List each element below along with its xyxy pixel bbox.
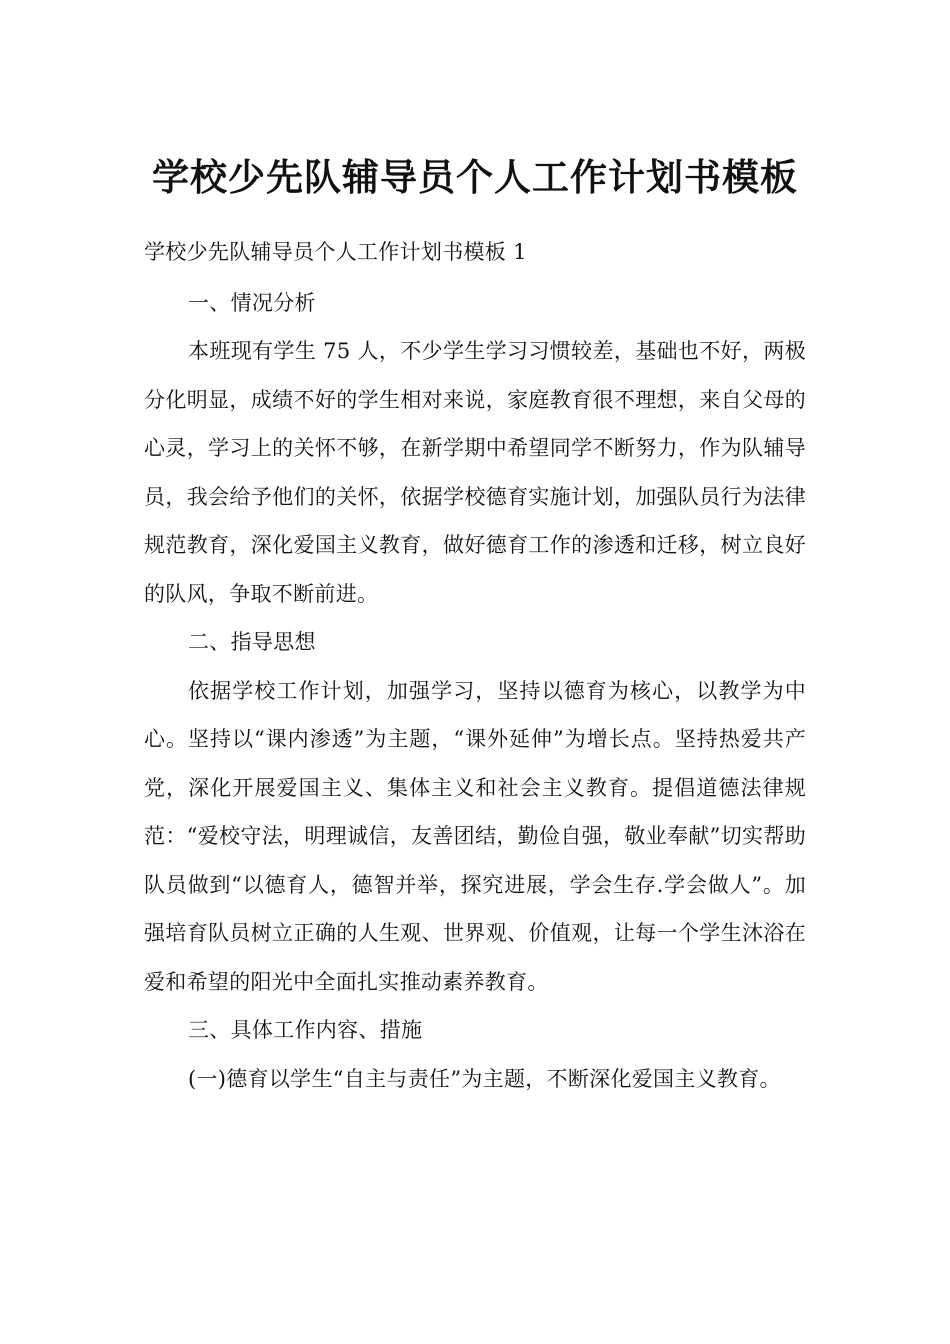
paragraph-situation: 本班现有学生 75 人，不少学生学习习惯较差，基础也不好，两极分化明显，成绩不好的学生相对来说，家庭教育很不理想，来自父母的心灵，学习上的关怀不够，在新学期中希望同学不断努力，作为队辅导员，我会给予他们的关怀，依据学校德育实施计划，加强队员行为法律规范教育，深化爱国主义教育，做好德育工作的渗透和迁移，树立良好的队风，争取不断前进。	[144, 339, 806, 606]
paragraph-work-measures: (一)德育以学生“自主与责任”为主题，不断深化爱国主义教育。	[188, 1066, 781, 1091]
document-body	[144, 228, 806, 1103]
document-title: 学校少先队辅导员个人工作计划书模板	[152, 155, 798, 199]
section-heading-guiding-ideology: 二、指导思想	[188, 630, 316, 654]
section-heading-work-measures: 三、具体工作内容、措施	[188, 1018, 423, 1042]
section-heading-situation: 一、情况分析	[188, 290, 316, 315]
document-subtitle: 学校少先队辅导员个人工作计划书模板 1	[144, 240, 527, 264]
paragraph-guiding-ideology: 依据学校工作计划，加强学习，坚持以德育为核心，以教学为中心。坚持以“课内渗透”为主题，“课外延伸”为增长点。坚持热爱共产党，深化开展爱国主义、集体主义和社会主义教育。提倡道德法律规范：“爱校守法，明理诚信，友善团结，勤俭自强，敬业奉献”切实帮助队员做到“以德育人，德智并举，探究进展，学会生存.学会做人”。加强培育队员树立正确的人生观、世界观、价值观，让每一个学生沐浴在爱和希望的阳光中全面扎实推动素养教育。	[144, 678, 806, 994]
